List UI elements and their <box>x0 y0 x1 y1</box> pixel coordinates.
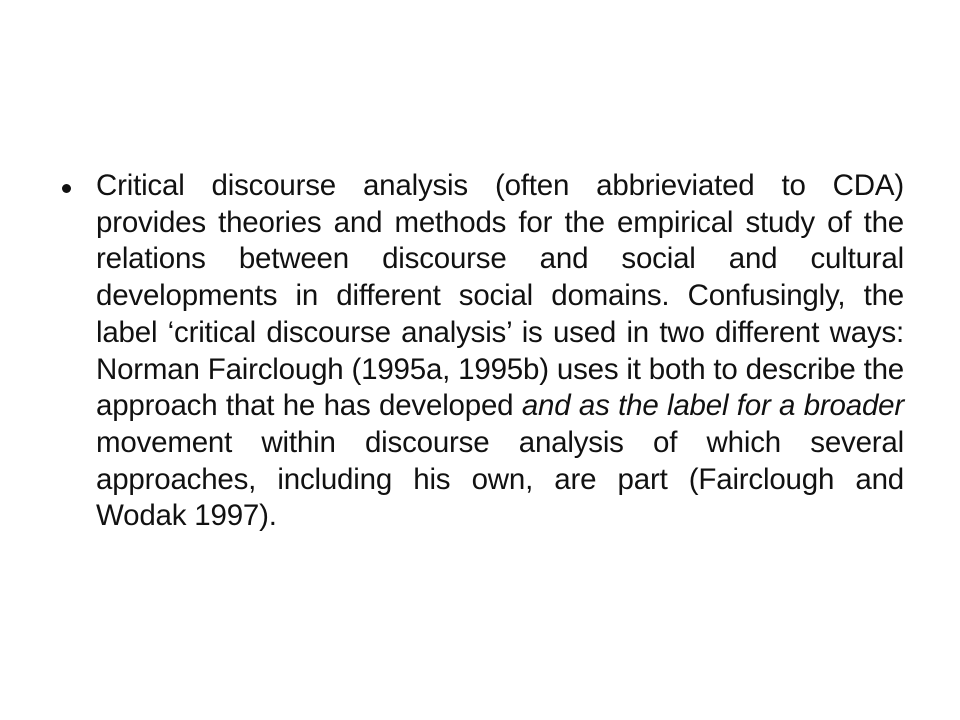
bullet-text-italic: and as the label for a broader <box>521 389 904 423</box>
bullet-text-regular-end: movement within discourse analysis of which several approaches, including his own, are part (Fairclough and Wodak 1997). <box>96 425 904 533</box>
bullet-text-regular-start: Critical discourse analysis (often abbrieviated to CDA) provides theories and methods for the empirical study of the relations between discourse and social and cultural developments in different social domains. Confusingly, the label ‘critical discourse analysis’ is used in two different ways: Norman Fairclough (1995a, 1995b) uses it both to describe the approach that he has developed <box>96 169 904 423</box>
bullet-dot-icon <box>62 184 71 193</box>
slide-body <box>62 168 904 535</box>
bullet-item <box>62 168 904 535</box>
bullet-paragraph <box>96 168 904 535</box>
